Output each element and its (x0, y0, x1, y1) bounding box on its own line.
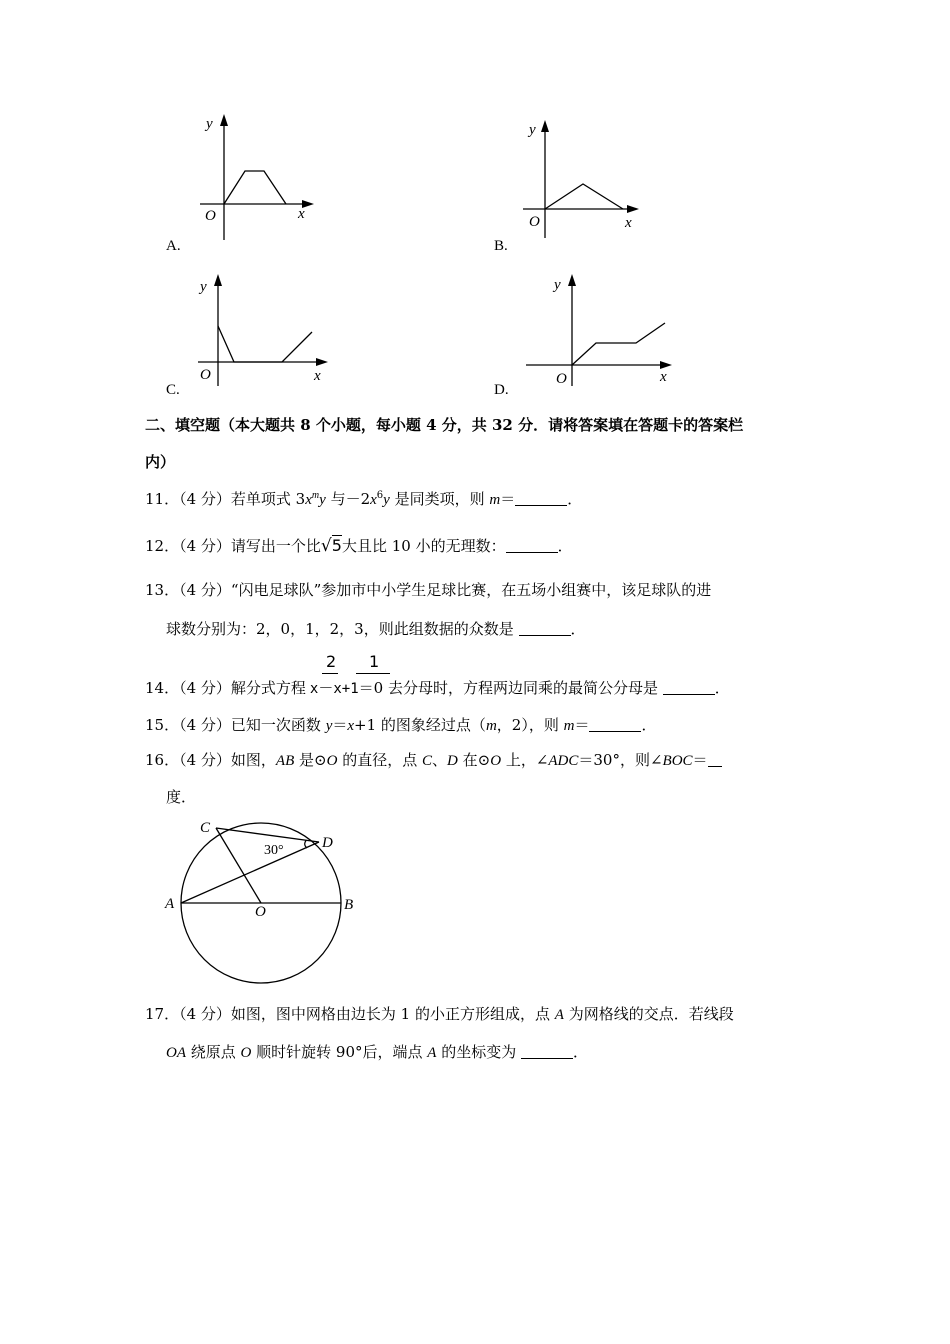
graph-option-b (515, 112, 645, 242)
option-a-label: A. (166, 238, 181, 254)
fraction-1-numerator: 2 (326, 652, 337, 671)
question-12: 12．（4 分）请写出一个比√5大且比 10 小的无理数： ． (145, 536, 573, 556)
answer-blank (663, 680, 715, 695)
point-d-label: D (322, 835, 333, 851)
point-c-label: C (200, 820, 211, 836)
graph-option-c (190, 268, 340, 388)
option-d-label: D. (494, 382, 509, 398)
origin-label: O (529, 214, 540, 230)
y-axis-label: y (529, 122, 536, 138)
fraction-1-bar (322, 673, 338, 674)
answer-blank (519, 621, 571, 636)
graph-option-a (190, 110, 320, 245)
x-axis-label: x (660, 369, 667, 385)
graph-option-d (520, 268, 680, 388)
question-13-cont: 球数分别为：2，0，1，2，3，则此组数据的众数是 ． (166, 620, 586, 638)
x-axis-label: x (314, 368, 321, 384)
fraction-2-numerator: 1 (369, 652, 380, 671)
fraction-2-denominator: x+1 (333, 681, 359, 697)
y-axis-label: y (554, 277, 561, 293)
question-15: 15．（4 分）已知一次函数 y＝x+1 的图象经过点（m，2），则 m＝ ． (145, 716, 657, 734)
section-title-cont: 内） (145, 453, 176, 471)
answer-blank (708, 752, 722, 767)
y-axis-label: y (200, 279, 207, 295)
section-title: 二、填空题（本大题共 8 个小题，每小题 4 分，共 32 分．请将答案填在答题卡的答案栏 (145, 416, 744, 434)
question-11: 11．（4 分）若单项式 $3x^my$ 与$-2x^6y$ 是同类项，则 m＝ ． (145, 490, 583, 508)
point-o-label: O (255, 904, 266, 920)
question-17: 17．（4 分）如图，图中网格由边长为 1 的小正方形组成，点 A 为网格线的交点．若线段 (145, 1005, 734, 1023)
point-b-label: B (344, 897, 354, 913)
fraction-2-bar (356, 673, 390, 674)
answer-blank (515, 491, 567, 506)
point-a-label: A (165, 896, 175, 912)
origin-label: O (205, 208, 216, 224)
circle-figure (160, 812, 370, 984)
option-c-label: C. (166, 382, 180, 398)
answer-blank (521, 1044, 573, 1059)
question-17-cont: OA 绕原点 O 顺时针旋转 90°后，端点 A 的坐标变为 ． (166, 1043, 589, 1061)
x-axis-label: x (298, 206, 305, 222)
answer-blank (589, 717, 641, 732)
question-13: 13．（4 分）“闪电足球队”参加市中小学生足球比赛，在五场小组赛中，该足球队的进 (145, 581, 712, 599)
question-14: 14．（4 分）解分式方程 x－x+1＝0 去分母时，方程两边同乘的最简公分母是 ． (145, 679, 730, 697)
origin-label: O (556, 371, 567, 387)
option-b-label: B. (494, 238, 508, 254)
radicand: 5 (331, 536, 342, 555)
y-axis-label: y (206, 116, 213, 132)
angle-label: 30° (264, 843, 284, 858)
fraction-1-denominator: x (309, 681, 319, 697)
answer-blank (506, 538, 558, 553)
question-16: 16．（4 分）如图，AB 是⊙O 的直径，点 C、D 在⊙O 上，∠ADC＝30°，则∠BOC＝ (145, 750, 722, 771)
x-axis-label: x (625, 215, 632, 231)
question-16-cont: 度． (166, 788, 197, 806)
sqrt-symbol: √ (320, 536, 332, 556)
origin-label: O (200, 367, 211, 383)
